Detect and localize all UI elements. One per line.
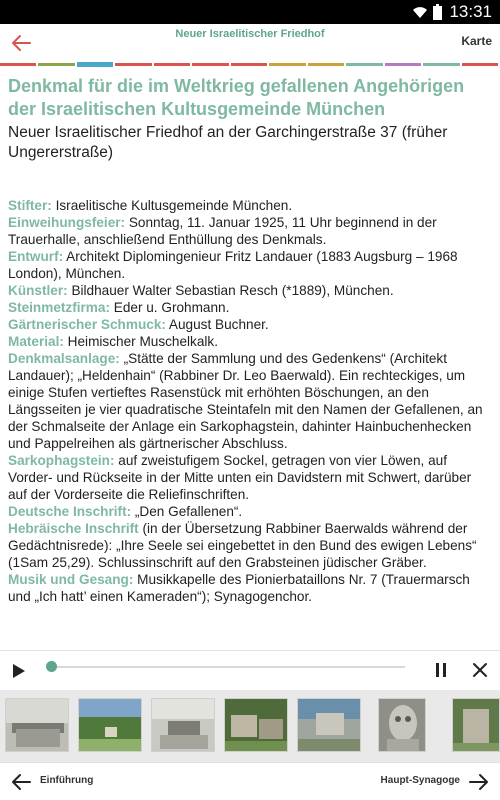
article-entry xyxy=(8,350,492,452)
article-content[interactable] xyxy=(0,67,500,650)
entry-label: Gärtnerischer Schmuck: xyxy=(8,317,166,332)
page-title: Neuer Israelitischer Friedhof xyxy=(175,28,325,40)
next-stop-link[interactable]: Haupt-Synagoge xyxy=(380,775,460,786)
article-entry xyxy=(8,452,492,503)
tour-tab-7[interactable] xyxy=(231,63,267,66)
back-arrow-icon[interactable] xyxy=(10,32,32,54)
article-entry xyxy=(8,571,492,605)
tour-tab-8[interactable] xyxy=(269,63,305,66)
entry-text: August Buchner. xyxy=(165,317,269,332)
audio-player xyxy=(0,650,500,690)
entry-label: Einweihungsfeier: xyxy=(8,215,126,230)
article-entry xyxy=(8,248,492,282)
entry-text: Heimischer Muschelkalk. xyxy=(63,334,219,349)
map-button[interactable]: Karte xyxy=(461,34,492,48)
tour-tab-13[interactable] xyxy=(462,63,498,66)
gallery-thumb-6[interactable] xyxy=(378,698,426,752)
entry-label: Steinmetzfirma: xyxy=(8,300,110,315)
entry-label: Musik und Gesang: xyxy=(8,572,134,587)
gallery-thumb-7[interactable] xyxy=(452,698,500,752)
tour-tab-11[interactable] xyxy=(385,63,421,66)
entry-label: Entwurf: xyxy=(8,249,64,264)
status-bar xyxy=(0,0,500,24)
entry-label: Künstler: xyxy=(8,283,68,298)
article-subtitle: Neuer Israelitischer Friedhof an der Garchingerstraße 37 (früher Ungererstraße) xyxy=(8,124,448,161)
entry-text: Architekt Diplomingenieur Fritz Landauer (1883 Augsburg – 1968 London), München. xyxy=(8,249,458,281)
article-heading: Denkmal für die im Weltkrieg gefallenen Angehörigen der Israelitischen Kultusgemeinde München xyxy=(8,76,465,119)
entry-label: Deutsche Inschrift: xyxy=(8,504,132,519)
entry-text: Israelitische Kultusgemeinde München. xyxy=(51,198,293,213)
entry-text: „Stätte der Sammlung und des Gedenkens“ (Architekt Landauer); „Heldenhain“ (Rabbiner Dr. Leo Baerwald). Ein rechteckiges, um einige Stufen vertieftes Rasenstück mit erhöhten Böschungen, an den Längsseiten je vier quadratische Steintafeln mit den Namen der Gefallenen, an der Schmalseite der Anlage ein Sarkophagstein, dahinter Hainbuchenhecken und Pappelreihen als gärtnerischer Abschluss. xyxy=(8,351,483,451)
audio-progress-track[interactable] xyxy=(50,666,405,668)
article-entry xyxy=(8,282,492,299)
entry-label: Stifter: xyxy=(8,198,52,213)
gallery-thumb-3[interactable] xyxy=(151,698,215,752)
next-arrow-icon[interactable] xyxy=(468,771,490,793)
gallery-thumb-1[interactable] xyxy=(5,698,69,752)
entry-text: (in der Übersetzung Rabbiner Baerwalds während der Gedächtnisrede): „Ihre Seele sei eingebettet in den Bund des ewigen Lebens“ (1Sam 25,29). Schlussinschrift auf den Grabsteinen jüdischer Gräber. xyxy=(8,521,477,570)
previous-stop-link[interactable]: Einführung xyxy=(40,775,94,786)
image-gallery xyxy=(0,690,500,762)
tour-tab-9[interactable] xyxy=(308,63,344,66)
entry-text: Sonntag, 11. Januar 1925, 11 Uhr beginnend in der Trauerhalle, anschließend Enthüllung des Denkmals. xyxy=(8,215,437,247)
clock: 13:31 xyxy=(449,2,492,21)
close-icon[interactable] xyxy=(472,662,488,678)
article-body xyxy=(8,197,492,605)
bottom-navigation xyxy=(0,762,500,800)
gallery-thumb-4[interactable] xyxy=(224,698,288,752)
entry-label: Hebräische Inschrift xyxy=(8,521,139,536)
battery-icon xyxy=(433,4,442,20)
entry-label: Material: xyxy=(8,334,64,349)
wifi-icon xyxy=(412,4,428,20)
entry-label: Sarkophagstein: xyxy=(8,453,115,468)
gallery-thumb-2[interactable] xyxy=(78,698,142,752)
entry-text: Eder u. Grohmann. xyxy=(109,300,230,315)
entry-text: „Den Gefallenen“. xyxy=(131,504,243,519)
tour-tab-2[interactable] xyxy=(38,63,74,66)
tour-tab-1[interactable] xyxy=(0,63,36,66)
article-entry xyxy=(8,299,492,316)
pause-icon[interactable] xyxy=(434,662,448,678)
app-bar xyxy=(0,24,500,62)
tour-tab-10[interactable] xyxy=(346,63,382,66)
tour-tab-5[interactable] xyxy=(154,63,190,66)
gallery-thumb-5[interactable] xyxy=(297,698,361,752)
tour-tab-12[interactable] xyxy=(423,63,459,66)
article-entry xyxy=(8,520,492,571)
entry-text: Musikkapelle des Pionierbataillons Nr. 7 (Trauermarsch und „Ich hatt’ einen Kameraden“); Synagogenchor. xyxy=(8,572,470,604)
article-entry xyxy=(8,503,492,520)
audio-progress-knob[interactable] xyxy=(46,661,57,672)
entry-label: Denkmalsanlage: xyxy=(8,351,120,366)
previous-arrow-icon[interactable] xyxy=(10,771,32,793)
article-entry xyxy=(8,214,492,248)
play-icon[interactable] xyxy=(12,663,26,679)
entry-text: Bildhauer Walter Sebastian Resch (*1889), München. xyxy=(67,283,394,298)
tour-tab-6[interactable] xyxy=(192,63,228,66)
tour-tab-4[interactable] xyxy=(115,63,151,66)
article-entry xyxy=(8,316,492,333)
entry-text: auf zweistufigem Sockel, getragen von vier Löwen, auf Vorder- und Rückseite in der Mitte unten ein Davidstern mit Schwert, darüber auf der Vorderseite die Reliefinschriften. xyxy=(8,453,472,502)
article-entry xyxy=(8,333,492,350)
article-entry xyxy=(8,197,492,214)
